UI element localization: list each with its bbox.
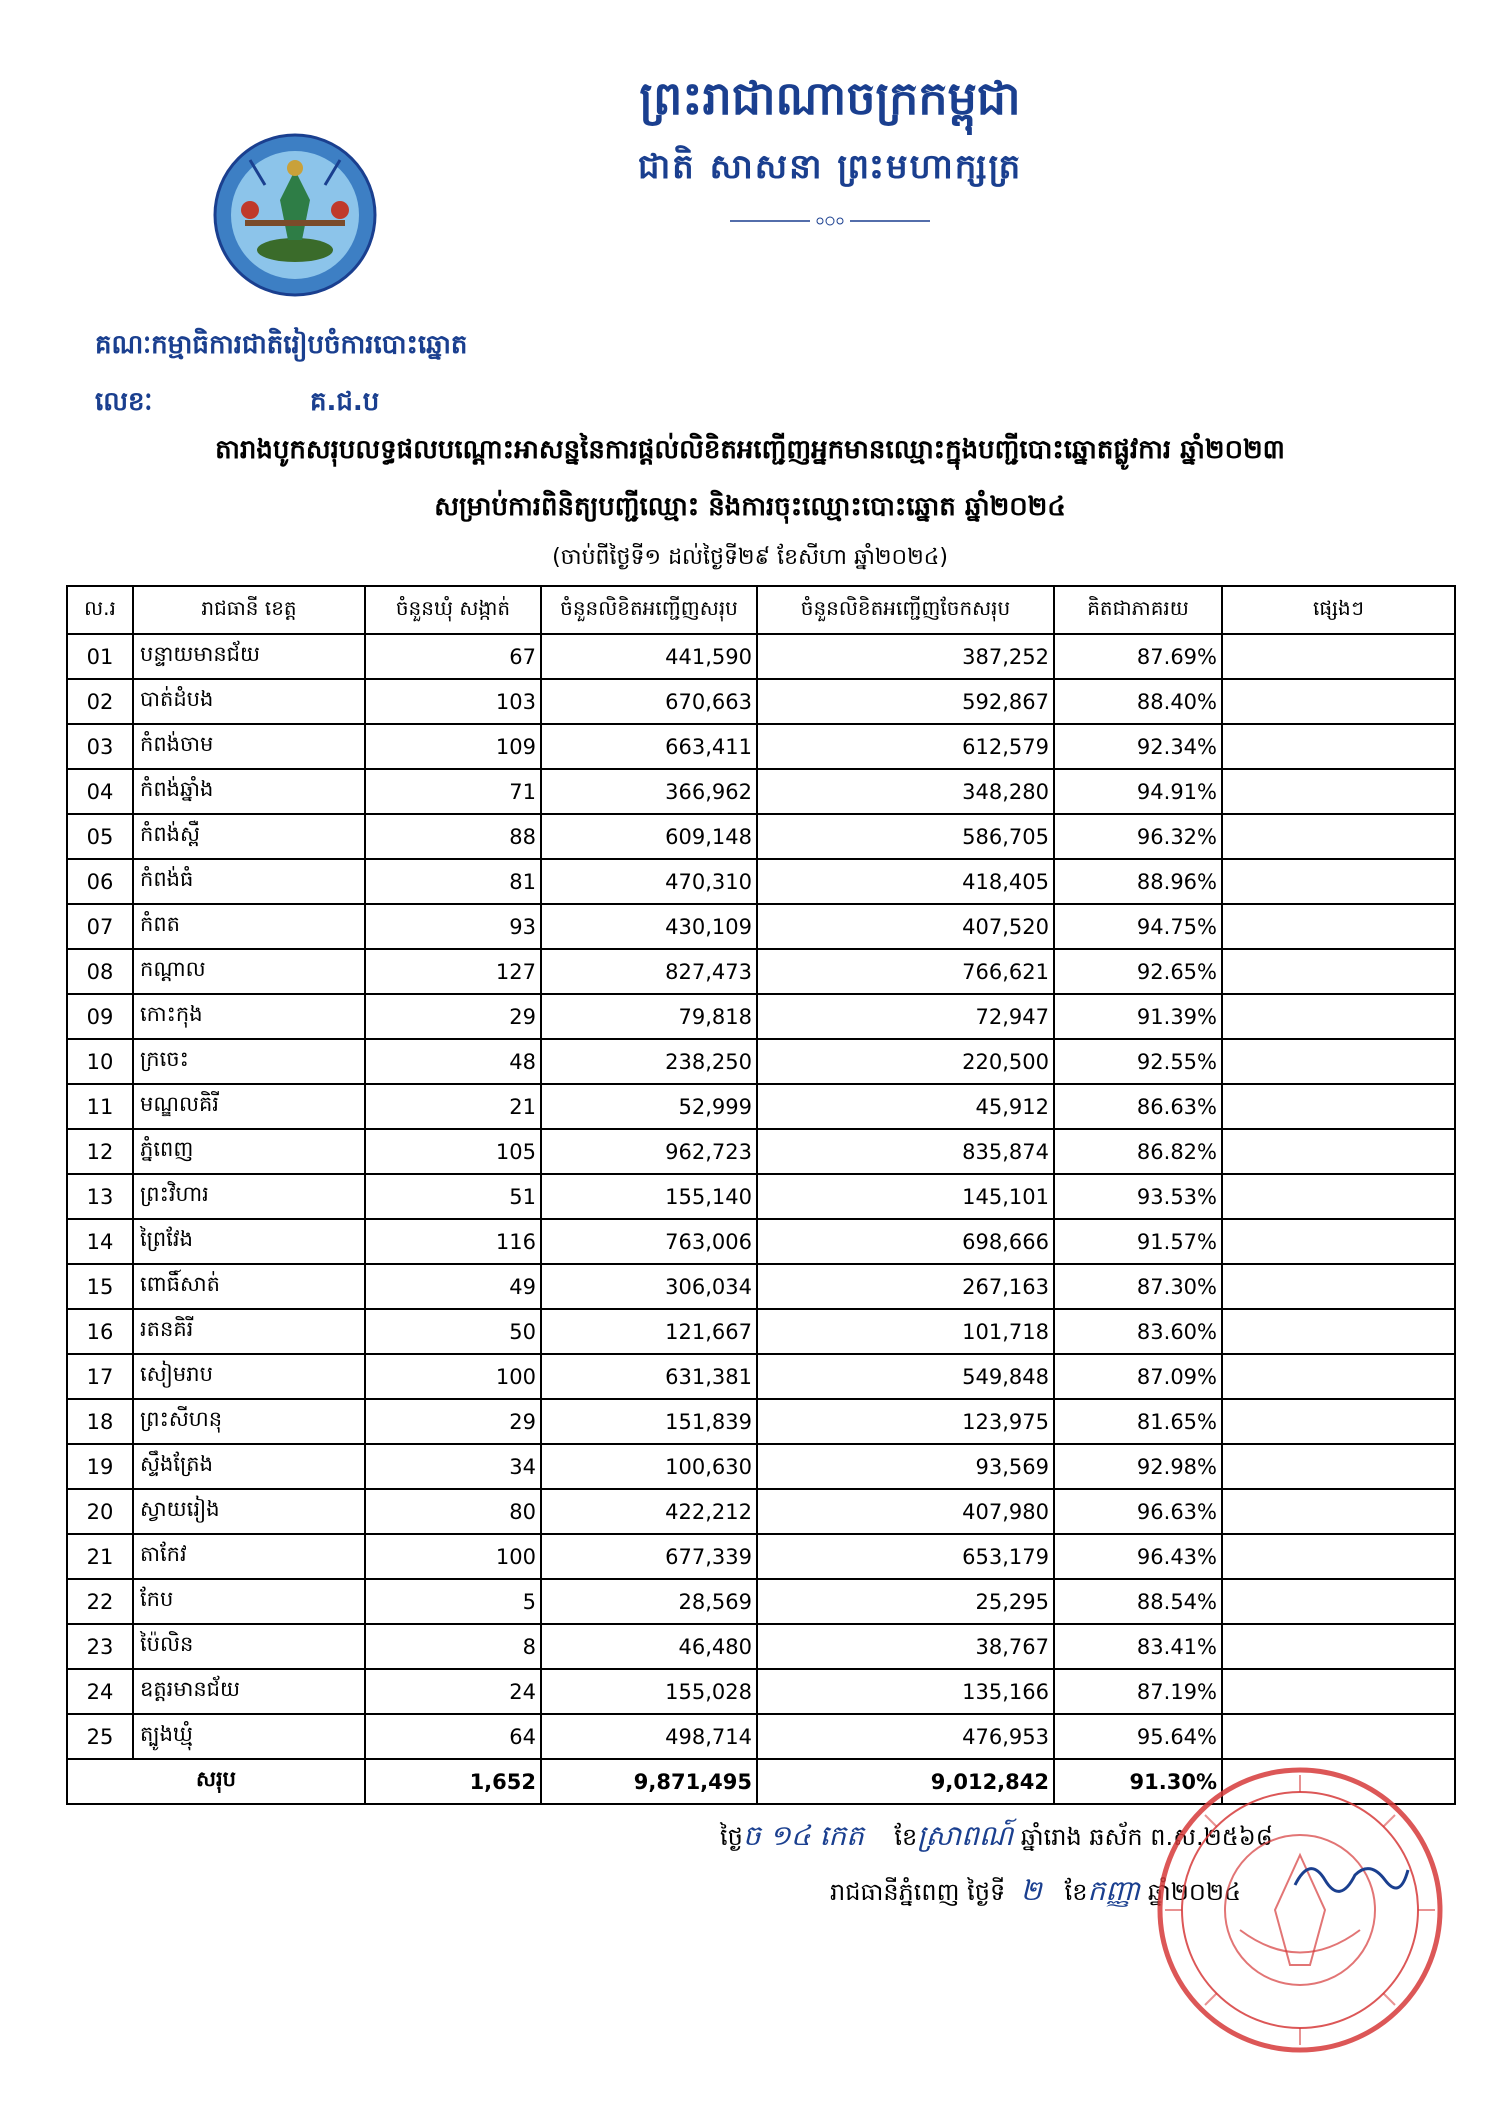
cell-province: កំពង់ចាម <box>133 724 365 769</box>
lunar-day: ច ១៤ កេត <box>742 1819 864 1852</box>
cell-percent: 94.75% <box>1054 904 1222 949</box>
cell-distributed: 38,767 <box>757 1624 1054 1669</box>
cell-province: កោះកុង <box>133 994 365 1039</box>
cell-distributed: 586,705 <box>757 814 1054 859</box>
cell-total-invitations: 151,839 <box>541 1399 757 1444</box>
cell-province: សៀមរាប <box>133 1354 365 1399</box>
cell-province: ឧត្ដរមានជ័យ <box>133 1669 365 1714</box>
cell-percent: 91.57% <box>1054 1219 1222 1264</box>
cell-distributed: 835,874 <box>757 1129 1054 1174</box>
cell-number: 09 <box>67 994 133 1039</box>
cell-communes: 100 <box>365 1534 541 1579</box>
cell-total-invitations: 470,310 <box>541 859 757 904</box>
cell-communes: 116 <box>365 1219 541 1264</box>
total-percent: 91.30% <box>1054 1759 1222 1804</box>
cell-remarks <box>1222 1129 1455 1174</box>
cell-remarks <box>1222 679 1455 724</box>
cell-distributed: 72,947 <box>757 994 1054 1039</box>
cell-total-invitations: 100,630 <box>541 1444 757 1489</box>
cell-province: កណ្ដាល <box>133 949 365 994</box>
cell-number: 25 <box>67 1714 133 1759</box>
table-row <box>67 1129 1455 1174</box>
cell-distributed: 348,280 <box>757 769 1054 814</box>
cell-province: កំពត <box>133 904 365 949</box>
col-header-remarks: ផ្សេងៗ <box>1222 586 1455 634</box>
signature-icon <box>1290 1850 1410 1900</box>
table-row <box>67 994 1455 1039</box>
cell-remarks <box>1222 1714 1455 1759</box>
cell-percent: 88.40% <box>1054 679 1222 724</box>
cell-communes: 8 <box>365 1624 541 1669</box>
cell-total-invitations: 763,006 <box>541 1219 757 1264</box>
cell-distributed: 101,718 <box>757 1309 1054 1354</box>
cell-province: បាត់ដំបង <box>133 679 365 724</box>
table-row <box>67 1309 1455 1354</box>
cell-province: កែប <box>133 1579 365 1624</box>
cell-percent: 96.63% <box>1054 1489 1222 1534</box>
cell-communes: 105 <box>365 1129 541 1174</box>
cell-percent: 88.54% <box>1054 1579 1222 1624</box>
cell-province: បន្ទាយមានជ័យ <box>133 634 365 679</box>
total-invitations: 9,871,495 <box>541 1759 757 1804</box>
cell-communes: 80 <box>365 1489 541 1534</box>
cell-percent: 87.30% <box>1054 1264 1222 1309</box>
cell-province: មណ្ឌលគិរី <box>133 1084 365 1129</box>
table-row <box>67 724 1455 769</box>
cell-distributed: 25,295 <box>757 1579 1054 1624</box>
cell-total-invitations: 827,473 <box>541 949 757 994</box>
cell-province: ព្រះសីហនុ <box>133 1399 365 1444</box>
cell-communes: 127 <box>365 949 541 994</box>
cell-communes: 5 <box>365 1579 541 1624</box>
cell-total-invitations: 441,590 <box>541 634 757 679</box>
cell-distributed: 45,912 <box>757 1084 1054 1129</box>
table-row <box>67 1489 1455 1534</box>
lunar-rest: ឆ្នាំរោង ឆស័ក ព.ស.២៥៦៨ <box>1020 1823 1273 1851</box>
cell-communes: 50 <box>365 1309 541 1354</box>
cell-distributed: 267,163 <box>757 1264 1054 1309</box>
national-motto: ជាតិ សាសនា ព្រះមហាក្សត្រ <box>637 147 1023 187</box>
cell-communes: 51 <box>365 1174 541 1219</box>
cell-percent: 83.41% <box>1054 1624 1222 1669</box>
cell-number: 08 <box>67 949 133 994</box>
cell-total-invitations: 498,714 <box>541 1714 757 1759</box>
total-distributed: 9,012,842 <box>757 1759 1054 1804</box>
cell-number: 18 <box>67 1399 133 1444</box>
cell-remarks <box>1222 1084 1455 1129</box>
cell-remarks <box>1222 1534 1455 1579</box>
cell-remarks <box>1222 1039 1455 1084</box>
civil-year: ឆ្នាំ២០២៤ <box>1147 1878 1242 1906</box>
cell-number: 16 <box>67 1309 133 1354</box>
table-row <box>67 1084 1455 1129</box>
lunar-prefix: ថ្ងៃ <box>720 1823 743 1851</box>
cell-distributed: 135,166 <box>757 1669 1054 1714</box>
cell-province: ព្រៃវែង <box>133 1219 365 1264</box>
table-row <box>67 1219 1455 1264</box>
cell-percent: 86.82% <box>1054 1129 1222 1174</box>
cell-percent: 96.43% <box>1054 1534 1222 1579</box>
cell-total-invitations: 155,140 <box>541 1174 757 1219</box>
cell-percent: 96.32% <box>1054 814 1222 859</box>
cell-province: ពោធិ៍សាត់ <box>133 1264 365 1309</box>
cell-communes: 88 <box>365 814 541 859</box>
col-header-total-invitations: ចំនួនលិខិតអញ្ជើញសរុប <box>541 586 757 634</box>
cell-number: 03 <box>67 724 133 769</box>
cell-total-invitations: 962,723 <box>541 1129 757 1174</box>
cell-percent: 92.55% <box>1054 1039 1222 1084</box>
cell-number: 04 <box>67 769 133 814</box>
table-row <box>67 1714 1455 1759</box>
cell-remarks <box>1222 634 1455 679</box>
col-header-distributed: ចំនួនលិខិតអញ្ជើញចែកសរុប <box>757 586 1054 634</box>
cell-province: ត្បូងឃ្មុំ <box>133 1714 365 1759</box>
cell-number: 17 <box>67 1354 133 1399</box>
cell-remarks <box>1222 1624 1455 1669</box>
cell-percent: 91.39% <box>1054 994 1222 1039</box>
cell-number: 13 <box>67 1174 133 1219</box>
cell-number: 15 <box>67 1264 133 1309</box>
cell-remarks <box>1222 1399 1455 1444</box>
cell-remarks <box>1222 859 1455 904</box>
cell-communes: 49 <box>365 1264 541 1309</box>
total-label: សរុប <box>67 1759 365 1804</box>
cell-percent: 94.91% <box>1054 769 1222 814</box>
cell-remarks <box>1222 1264 1455 1309</box>
cell-province: ស្ទឹងត្រែង <box>133 1444 365 1489</box>
cell-communes: 24 <box>365 1669 541 1714</box>
table-row <box>67 679 1455 724</box>
cell-remarks <box>1222 1219 1455 1264</box>
cell-communes: 81 <box>365 859 541 904</box>
cell-total-invitations: 677,339 <box>541 1534 757 1579</box>
cell-number: 01 <box>67 634 133 679</box>
cell-number: 23 <box>67 1624 133 1669</box>
cell-distributed: 220,500 <box>757 1039 1054 1084</box>
table-row <box>67 769 1455 814</box>
cell-percent: 92.65% <box>1054 949 1222 994</box>
table-row <box>67 634 1455 679</box>
cell-remarks <box>1222 1579 1455 1624</box>
cell-province: ក្រចេះ <box>133 1039 365 1084</box>
official-stamp-icon <box>1147 1760 1450 2060</box>
cell-remarks <box>1222 949 1455 994</box>
cell-distributed: 549,848 <box>757 1354 1054 1399</box>
cell-total-invitations: 663,411 <box>541 724 757 769</box>
cell-communes: 93 <box>365 904 541 949</box>
table-row <box>67 1624 1455 1669</box>
cell-number: 12 <box>67 1129 133 1174</box>
document-title: តារាងបូកសរុបលទ្ធផលបណ្ដោះអាសន្ននៃការផ្ដល់លិខិតអញ្ជើញអ្នកមានឈ្មោះក្នុងបញ្ជីបោះឆ្នោតផ្លូវការ ឆ្នាំ២០២៣ <box>215 435 1285 465</box>
table-row <box>67 1354 1455 1399</box>
cell-distributed: 698,666 <box>757 1219 1054 1264</box>
cell-number: 11 <box>67 1084 133 1129</box>
cell-remarks <box>1222 904 1455 949</box>
table-row <box>67 1039 1455 1084</box>
cell-number: 20 <box>67 1489 133 1534</box>
table-row <box>67 1444 1455 1489</box>
cell-province: ប៉ៃលិន <box>133 1624 365 1669</box>
cell-province: តាកែវ <box>133 1534 365 1579</box>
cell-remarks <box>1222 1669 1455 1714</box>
cell-total-invitations: 631,381 <box>541 1354 757 1399</box>
table-row <box>67 949 1455 994</box>
cell-remarks <box>1222 814 1455 859</box>
cell-communes: 100 <box>365 1354 541 1399</box>
cell-total-invitations: 670,663 <box>541 679 757 724</box>
cell-remarks <box>1222 1354 1455 1399</box>
organization-name: គណៈកម្មាធិការជាតិរៀបចំការបោះឆ្នោត <box>95 330 468 360</box>
cell-remarks <box>1222 769 1455 814</box>
cell-total-invitations: 28,569 <box>541 1579 757 1624</box>
cell-distributed: 93,569 <box>757 1444 1054 1489</box>
table-row <box>67 1534 1455 1579</box>
table-row <box>67 1264 1455 1309</box>
cell-province: ព្រះវិហារ <box>133 1174 365 1219</box>
cell-percent: 93.53% <box>1054 1174 1222 1219</box>
cell-communes: 103 <box>365 679 541 724</box>
table-row <box>67 1174 1455 1219</box>
cell-communes: 29 <box>365 1399 541 1444</box>
col-header-percent: គិតជាភាគរយ <box>1054 586 1222 634</box>
cell-percent: 95.64% <box>1054 1714 1222 1759</box>
cell-remarks <box>1222 1444 1455 1489</box>
cell-communes: 109 <box>365 724 541 769</box>
cell-percent: 83.60% <box>1054 1309 1222 1354</box>
cell-distributed: 418,405 <box>757 859 1054 904</box>
cell-number: 02 <box>67 679 133 724</box>
cell-distributed: 766,621 <box>757 949 1054 994</box>
cell-communes: 64 <box>365 1714 541 1759</box>
cell-total-invitations: 52,999 <box>541 1084 757 1129</box>
cell-remarks <box>1222 1489 1455 1534</box>
cell-distributed: 476,953 <box>757 1714 1054 1759</box>
cell-province: កំពង់ឆ្នាំង <box>133 769 365 814</box>
cell-number: 19 <box>67 1444 133 1489</box>
cell-communes: 21 <box>365 1084 541 1129</box>
nec-seal-icon <box>210 130 380 300</box>
ornament-divider-icon <box>730 215 930 227</box>
cell-number: 10 <box>67 1039 133 1084</box>
cell-remarks <box>1222 1309 1455 1354</box>
cell-number: 14 <box>67 1219 133 1264</box>
cell-number: 07 <box>67 904 133 949</box>
cell-remarks <box>1222 1174 1455 1219</box>
cell-province: រតនគិរី <box>133 1309 365 1354</box>
cell-distributed: 612,579 <box>757 724 1054 769</box>
civil-prefix: រាជធានីភ្នំពេញ ថ្ងៃទី <box>830 1878 1006 1906</box>
civil-day: ២ <box>1020 1874 1042 1907</box>
table-header-row <box>67 586 1455 634</box>
civil-month-label: ខែ <box>1064 1878 1088 1906</box>
cell-percent: 87.69% <box>1054 634 1222 679</box>
cell-distributed: 123,975 <box>757 1399 1054 1444</box>
cell-communes: 48 <box>365 1039 541 1084</box>
cell-total-invitations: 306,034 <box>541 1264 757 1309</box>
reporting-period: (ចាប់ពីថ្ងៃទី១ ដល់ថ្ងៃទី២៩ ខែសីហា ឆ្នាំ២០២៤) <box>552 545 948 570</box>
cell-distributed: 653,179 <box>757 1534 1054 1579</box>
total-communes: 1,652 <box>365 1759 541 1804</box>
kingdom-title: ព្រះរាជាណាចក្រកម្ពុជា <box>639 71 1021 125</box>
cell-total-invitations: 46,480 <box>541 1624 757 1669</box>
document-subtitle: សម្រាប់ការពិនិត្យបញ្ជីឈ្មោះ និងការចុះឈ្មោះបោះឆ្នោត ឆ្នាំ២០២៤ <box>434 492 1066 522</box>
lunar-month: ស្រាពណ៍ <box>917 1819 1014 1852</box>
cell-total-invitations: 155,028 <box>541 1669 757 1714</box>
cell-percent: 87.19% <box>1054 1669 1222 1714</box>
cell-distributed: 407,520 <box>757 904 1054 949</box>
cell-number: 24 <box>67 1669 133 1714</box>
cell-total-invitations: 609,148 <box>541 814 757 859</box>
cell-total-invitations: 366,962 <box>541 769 757 814</box>
cell-total-invitations: 422,212 <box>541 1489 757 1534</box>
cell-total-invitations: 238,250 <box>541 1039 757 1084</box>
cell-total-invitations: 79,818 <box>541 994 757 1039</box>
cell-total-invitations: 121,667 <box>541 1309 757 1354</box>
reference-line <box>95 385 379 423</box>
table-row <box>67 1669 1455 1714</box>
table-row <box>67 1579 1455 1624</box>
cell-province: កំពង់ស្ពឺ <box>133 814 365 859</box>
table-row <box>67 1399 1455 1444</box>
cell-distributed: 145,101 <box>757 1174 1054 1219</box>
cell-percent: 81.65% <box>1054 1399 1222 1444</box>
cell-distributed: 387,252 <box>757 634 1054 679</box>
cell-province: ស្វាយរៀង <box>133 1489 365 1534</box>
cell-percent: 92.98% <box>1054 1444 1222 1489</box>
cell-total-invitations: 430,109 <box>541 904 757 949</box>
cell-percent: 92.34% <box>1054 724 1222 769</box>
cell-province: ភ្នំពេញ <box>133 1129 365 1174</box>
cell-communes: 29 <box>365 994 541 1039</box>
col-header-number: ល.រ <box>67 586 133 634</box>
cell-province: កំពង់ធំ <box>133 859 365 904</box>
cell-distributed: 407,980 <box>757 1489 1054 1534</box>
cell-number: 22 <box>67 1579 133 1624</box>
cell-number: 06 <box>67 859 133 904</box>
cell-remarks <box>1222 724 1455 769</box>
results-table <box>66 585 1456 1805</box>
cell-communes: 71 <box>365 769 541 814</box>
table-row <box>67 904 1455 949</box>
cell-communes: 67 <box>365 634 541 679</box>
cell-distributed: 592,867 <box>757 679 1054 724</box>
col-header-province: រាជធានី ខេត្ត <box>133 586 365 634</box>
table-row <box>67 859 1455 904</box>
cell-remarks <box>1222 994 1455 1039</box>
civil-month: កញ្ញា <box>1087 1874 1141 1907</box>
reference-label: លេខៈ <box>95 387 153 417</box>
cell-number: 05 <box>67 814 133 859</box>
cell-percent: 86.63% <box>1054 1084 1222 1129</box>
cell-communes: 34 <box>365 1444 541 1489</box>
cell-percent: 88.96% <box>1054 859 1222 904</box>
cell-percent: 87.09% <box>1054 1354 1222 1399</box>
table-row <box>67 814 1455 859</box>
reference-value: គ.ជ.ប <box>310 387 380 417</box>
cell-number: 21 <box>67 1534 133 1579</box>
lunar-month-label: ខែ <box>894 1823 918 1851</box>
col-header-communes: ចំនួនឃុំ សង្កាត់ <box>365 586 541 634</box>
